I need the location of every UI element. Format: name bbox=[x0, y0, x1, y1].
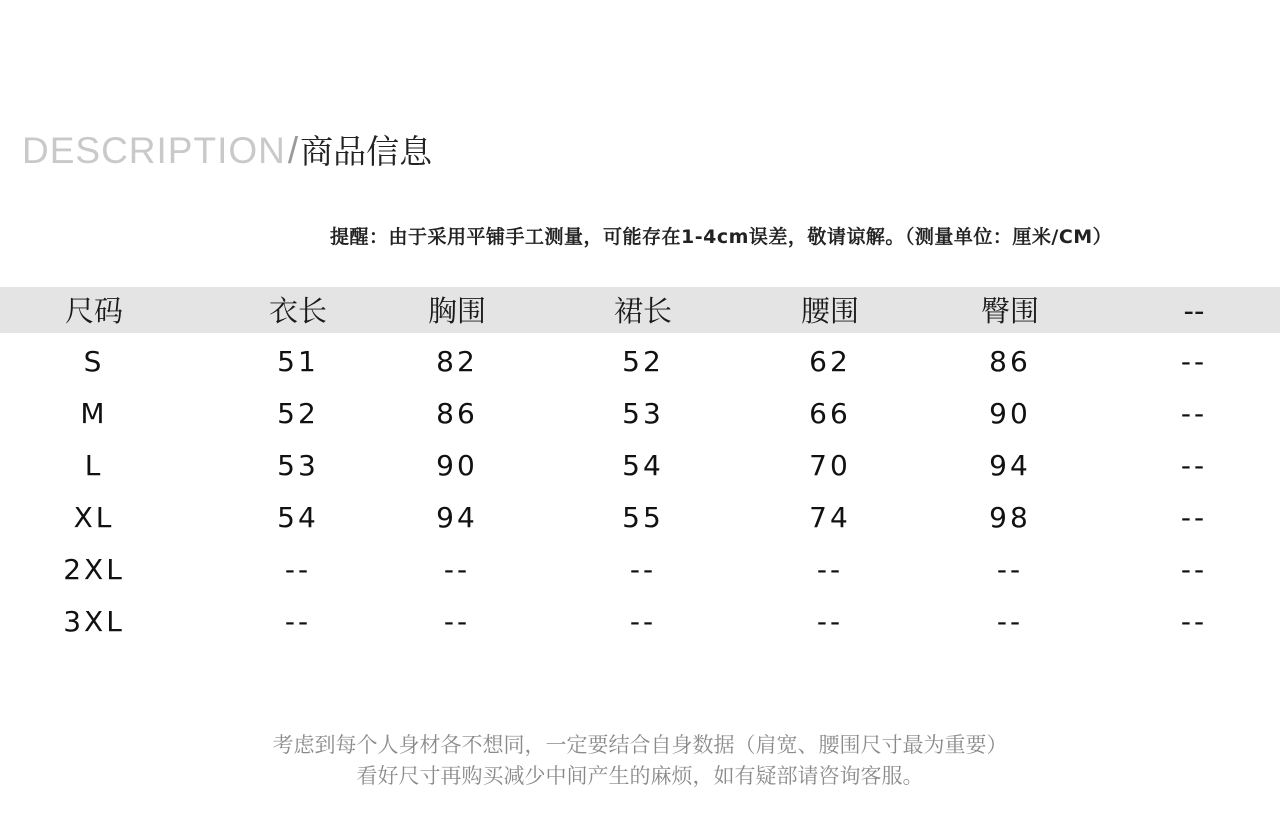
cell-size: XL bbox=[73, 501, 115, 534]
cell-extra: -- bbox=[1180, 553, 1208, 586]
cell-skirt-length: -- bbox=[629, 605, 657, 638]
measurement-notice: 提醒：由于采用平铺手工测量，可能存在1-4cm误差，敬请谅解。（测量单位：厘米/CM） bbox=[330, 226, 1113, 248]
cell-waist: 62 bbox=[809, 345, 851, 378]
cell-extra: -- bbox=[1180, 449, 1208, 482]
header-skirt-length: 裙长 bbox=[613, 294, 673, 328]
cell-skirt-length: 53 bbox=[622, 397, 664, 430]
cell-size: M bbox=[80, 397, 108, 430]
cell-length: 54 bbox=[277, 501, 319, 534]
cell-hip: 98 bbox=[989, 501, 1031, 534]
table-row bbox=[0, 388, 1280, 440]
cell-size: 3XL bbox=[63, 605, 125, 638]
cell-hip: 90 bbox=[989, 397, 1031, 430]
cell-bust: 86 bbox=[436, 397, 478, 430]
cell-size: 2XL bbox=[63, 553, 125, 586]
table-row bbox=[0, 492, 1280, 544]
cell-length: 51 bbox=[277, 345, 319, 378]
cell-length: -- bbox=[284, 605, 312, 638]
title-english: DESCRIPTION bbox=[22, 130, 286, 171]
cell-waist: 66 bbox=[809, 397, 851, 430]
table-row bbox=[0, 336, 1280, 388]
footer-note-line1: 考虑到每个人身材各不想同，一定要结合自身数据（肩宽、腰围尺寸最为重要） bbox=[272, 733, 1008, 757]
cell-hip: 94 bbox=[989, 449, 1031, 482]
header-waist: 腰围 bbox=[800, 294, 860, 328]
cell-bust: 94 bbox=[436, 501, 478, 534]
cell-hip: 86 bbox=[989, 345, 1031, 378]
cell-waist: -- bbox=[816, 605, 844, 638]
cell-size: L bbox=[84, 449, 104, 482]
header-hip: 臀围 bbox=[980, 294, 1040, 328]
title-separator: / bbox=[287, 130, 299, 171]
cell-extra: -- bbox=[1180, 605, 1208, 638]
cell-bust: 90 bbox=[436, 449, 478, 482]
header-length: 衣长 bbox=[268, 294, 328, 328]
cell-extra: -- bbox=[1180, 397, 1208, 430]
cell-skirt-length: 52 bbox=[622, 345, 664, 378]
cell-length: 52 bbox=[277, 397, 319, 430]
cell-extra: -- bbox=[1180, 501, 1208, 534]
cell-waist: 74 bbox=[809, 501, 851, 534]
cell-skirt-length: 55 bbox=[622, 501, 664, 534]
table-header-row bbox=[0, 287, 1280, 339]
cell-bust: -- bbox=[443, 605, 471, 638]
cell-extra: -- bbox=[1180, 345, 1208, 378]
cell-size: S bbox=[83, 345, 105, 378]
page-title bbox=[22, 126, 432, 174]
table-row bbox=[0, 440, 1280, 492]
cell-hip: -- bbox=[996, 553, 1024, 586]
title-chinese: 商品信息 bbox=[300, 132, 433, 171]
cell-waist: 70 bbox=[809, 449, 851, 482]
cell-bust: 82 bbox=[436, 345, 478, 378]
header-bust: 胸围 bbox=[427, 294, 487, 328]
table-row bbox=[0, 544, 1280, 596]
header-size: 尺码 bbox=[64, 294, 124, 328]
cell-length: 53 bbox=[277, 449, 319, 482]
cell-waist: -- bbox=[816, 553, 844, 586]
cell-hip: -- bbox=[996, 605, 1024, 638]
cell-length: -- bbox=[284, 553, 312, 586]
header-extra: -- bbox=[1183, 294, 1205, 328]
footer-note-line2: 看好尺寸再购买减少中间产生的麻烦，如有疑部请咨询客服。 bbox=[356, 764, 924, 788]
cell-bust: -- bbox=[443, 553, 471, 586]
table-row bbox=[0, 596, 1280, 648]
cell-skirt-length: 54 bbox=[622, 449, 664, 482]
cell-skirt-length: -- bbox=[629, 553, 657, 586]
